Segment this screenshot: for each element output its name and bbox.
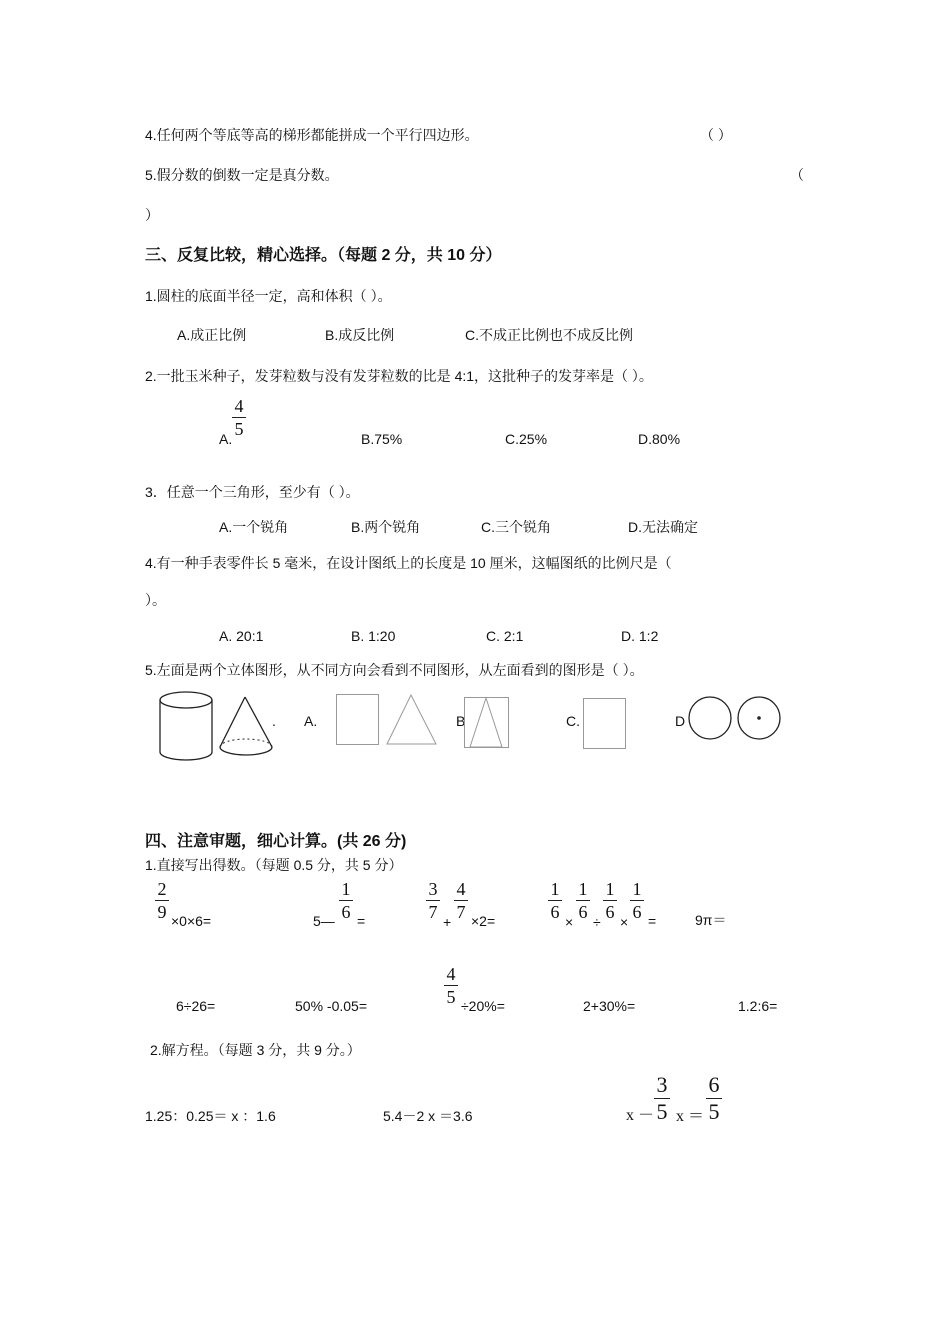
s4-sub2: 2.解方程。（每题 3 分，共 9 分。） — [150, 1042, 361, 1058]
c6-expression: 6÷26= — [176, 998, 216, 1014]
s3-q2-option-a-label[interactable]: A. — [219, 431, 233, 447]
fraction-numerator: 1 — [632, 879, 642, 899]
equation-3-x: x － — [626, 1107, 655, 1124]
c7-expression: 50% -0.05= — [295, 998, 367, 1014]
s3-q4-option-d[interactable]: D. 1:2 — [621, 628, 659, 644]
option-d-circle — [688, 696, 734, 742]
fraction-denominator: 7 — [428, 902, 438, 922]
fraction-bar — [232, 417, 246, 418]
s3-q5-option-b-label[interactable]: B — [456, 713, 466, 729]
cone-figure — [218, 695, 278, 765]
fraction-denominator: 5 — [708, 1099, 720, 1124]
section4-title: 四、注意审题，细心计算。(共 26 分) — [145, 833, 407, 850]
fraction-bar — [603, 900, 617, 901]
fraction-numerator: 4 — [446, 964, 456, 984]
s4-sub1: 1.直接写出得数。（每题 0.5 分，共 5 分） — [145, 857, 403, 873]
fraction-denominator: 6 — [605, 902, 615, 922]
s3-q4-option-b[interactable]: B. 1:20 — [351, 628, 396, 644]
s3-q5-option-c-label[interactable]: C. — [566, 713, 580, 729]
c8-suffix: ÷20%= — [461, 998, 505, 1014]
c1-expression: ×0×6= — [171, 913, 212, 929]
cylinder-figure — [158, 690, 218, 765]
equation-1: 1.25：0.25＝ x ：1.6 — [145, 1108, 276, 1124]
fraction-denominator: 6 — [341, 902, 351, 922]
fraction-numerator: 1 — [550, 879, 560, 899]
equation-3-fraction-1 — [654, 1073, 670, 1124]
fraction-bar — [155, 900, 169, 901]
fraction-bar — [548, 900, 562, 901]
s3-q4-cont: ）。 — [145, 592, 166, 608]
fraction-bar — [444, 985, 458, 986]
c2-prefix: 5— — [313, 913, 335, 929]
fraction-denominator: 5 — [446, 987, 456, 1007]
c3-fraction-1 — [426, 879, 440, 922]
fraction-bar — [426, 900, 440, 901]
s3-q3-option-b[interactable]: B.两个锐角 — [351, 519, 421, 535]
c3-fraction-2 — [454, 879, 468, 922]
s3-q2-option-c[interactable]: C.25% — [505, 431, 548, 447]
s3-q1: 1.圆柱的底面半径一定，高和体积（ ）。 — [145, 288, 392, 304]
fraction-denominator: 6 — [632, 902, 642, 922]
c4-operator-3: × — [620, 914, 629, 930]
c2-fraction — [339, 879, 353, 922]
s3-q1-option-c[interactable]: C.不成正比例也不成反比例 — [465, 327, 633, 343]
s3-q3: 3．任意一个三角形，至少有（ ）。 — [145, 484, 360, 500]
c4-suffix: = — [648, 913, 657, 929]
c3-suffix: ×2= — [471, 913, 496, 929]
c4-operator-2: ÷ — [593, 914, 601, 930]
c4-fraction-1 — [548, 879, 562, 922]
s3-q4: 4.有一种手表零件长 5 毫米，在设计图纸上的长度是 10 厘米，这幅图纸的比例尺是（ — [145, 555, 672, 571]
option-a-triangle — [386, 694, 438, 746]
fraction-bar — [339, 900, 353, 901]
c9-expression: 2+30%= — [583, 998, 636, 1014]
fraction-denominator: 6 — [578, 902, 588, 922]
judge-q5-paren-close: ） — [145, 207, 159, 223]
judge-q4: 4.任何两个等底等高的梯形都能拼成一个平行四边形。 — [145, 127, 479, 143]
fraction-numerator: 4 — [456, 879, 466, 899]
s3-q4-option-a[interactable]: A. 20:1 — [219, 628, 264, 644]
s3-q3-option-a[interactable]: A.一个锐角 — [219, 519, 289, 535]
c3-operator: + — [443, 914, 452, 930]
fraction-bar — [630, 900, 644, 901]
s3-q2: 2.一批玉米种子，发芽粒数与没有发芽粒数的比是 4:1，这批种子的发芽率是（ ）。 — [145, 368, 653, 384]
fraction-numerator: 1 — [341, 879, 351, 899]
fraction-numerator: 4 — [234, 396, 244, 416]
equation-3-fraction-2 — [706, 1073, 722, 1124]
c4-fraction-3 — [603, 879, 617, 922]
judge-q5: 5.假分数的倒数一定是真分数。 — [145, 167, 339, 183]
fraction-numerator: 3 — [656, 1072, 668, 1097]
fraction-numerator: 1 — [605, 879, 615, 899]
fraction-denominator: 7 — [456, 902, 466, 922]
s3-q1-option-a[interactable]: A.成正比例 — [177, 327, 247, 343]
s3-q3-option-d[interactable]: D.无法确定 — [628, 519, 698, 535]
fraction-denominator: 5 — [656, 1099, 668, 1124]
option-c-square — [583, 698, 628, 750]
s3-q2-option-b[interactable]: B.75% — [361, 431, 403, 447]
fraction-bar — [576, 900, 590, 901]
s3-q3-option-c[interactable]: C.三个锐角 — [481, 519, 551, 535]
section3-title: 三、反复比较，精心选择。（每题 2 分，共 10 分） — [145, 247, 502, 264]
fraction-numerator: 6 — [708, 1072, 720, 1097]
judge-q5-paren-open[interactable]: （ — [790, 167, 804, 183]
equation-2: 5.4－2 x ＝3.6 — [383, 1108, 473, 1124]
fraction-denominator: 9 — [157, 902, 167, 922]
c4-fraction-2 — [576, 879, 590, 922]
equation-3-middle: x ＝ — [676, 1108, 705, 1125]
fraction-numerator: 3 — [428, 879, 438, 899]
option-b-square-with-triangle — [464, 697, 510, 749]
c1-fraction — [155, 879, 169, 922]
fraction-denominator: 6 — [550, 902, 560, 922]
c10-expression: 1.2:6= — [738, 998, 778, 1014]
c8-fraction — [444, 964, 458, 1007]
c4-fraction-4 — [630, 879, 644, 922]
s3-q2-option-a-fraction — [232, 396, 246, 439]
judge-q4-answer-paren[interactable]: （ ） — [700, 127, 732, 143]
option-a-square — [336, 694, 381, 746]
c5-expression: 9π＝ — [695, 912, 727, 928]
fraction-denominator: 5 — [234, 419, 244, 439]
s3-q4-option-c[interactable]: C. 2:1 — [486, 628, 524, 644]
c4-operator-1: × — [565, 914, 574, 930]
s3-q5: 5.左面是两个立体图形，从不同方向会看到不同图形，从左面看到的图形是（ ）。 — [145, 662, 644, 678]
c2-suffix: = — [357, 913, 366, 929]
s3-q5-option-a-label[interactable]: A. — [304, 713, 318, 729]
fraction-bar — [454, 900, 468, 901]
s3-q1-option-b[interactable]: B.成反比例 — [325, 327, 395, 343]
fraction-numerator: 1 — [578, 879, 588, 899]
s3-q5-dot: . — [272, 713, 276, 729]
option-d-circle-with-center-dot — [737, 696, 783, 742]
s3-q5-option-d-label[interactable]: D — [675, 713, 686, 729]
s3-q2-option-d[interactable]: D.80% — [638, 431, 681, 447]
fraction-numerator: 2 — [157, 879, 167, 899]
